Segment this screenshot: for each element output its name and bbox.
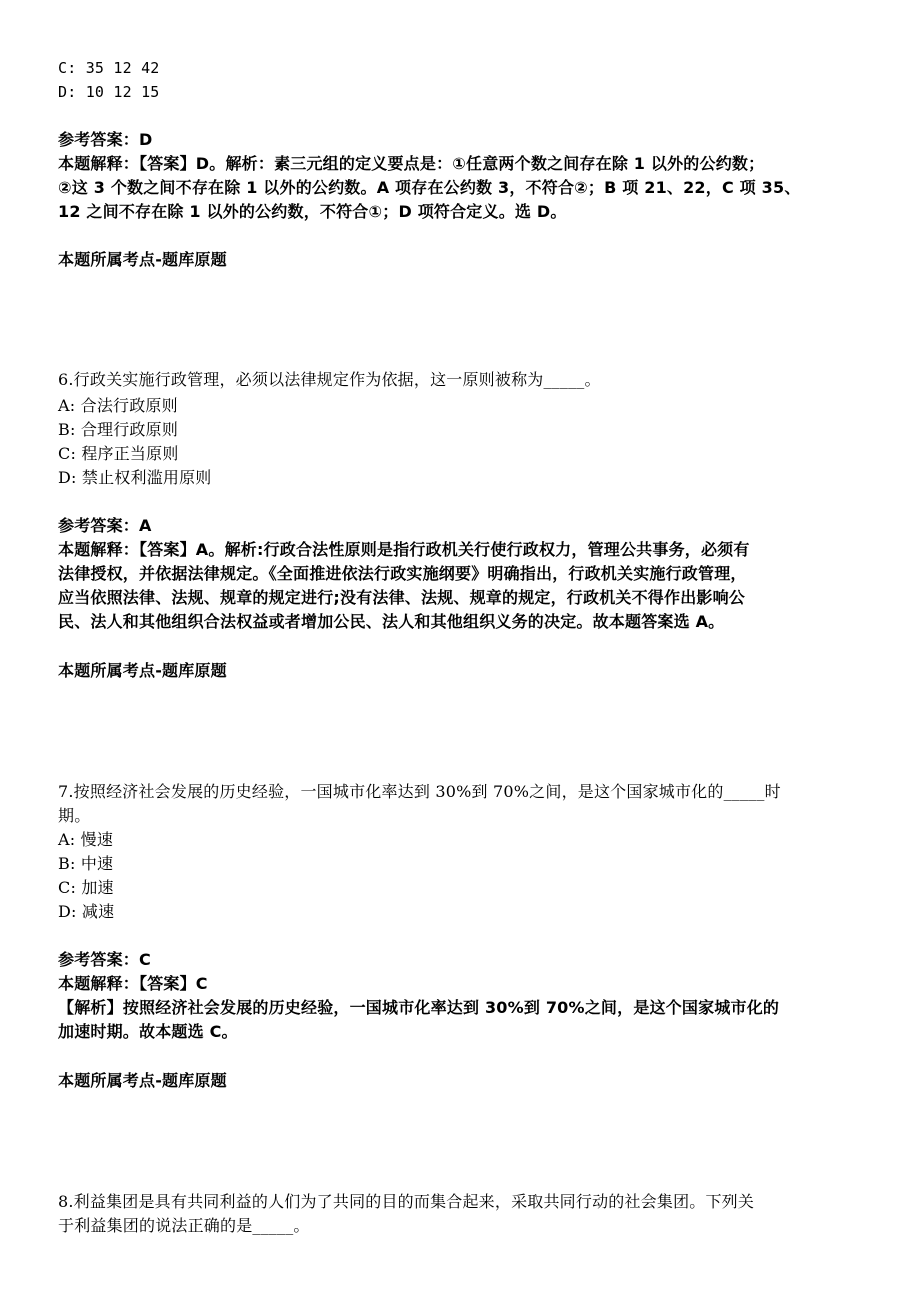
q7-explain-line-1: 本题解释：【答案】C (58, 974, 208, 993)
q7-tag: 本题所属考点-题库原题 (58, 1071, 227, 1090)
q5-explain-line-3: 12 之间不存在除 1 以外的公约数，不符合①；D 项符合定义。选 D。 (58, 202, 567, 221)
q8-question-line-1: 8.利益集团是具有共同利益的人们为了共同的目的而集合起来，采取共同行动的社会集团。下列关 (58, 1192, 755, 1211)
q6-explain-line-1: 本题解释：【答案】A。解析:行政合法性原则是指行政机关行使行政权力，管理公共事务，必须有 (58, 540, 750, 559)
q5-explain-line-1: 本题解释：【答案】D。解析：素三元组的定义要点是：①任意两个数之间存在除 1 以外的公约数； (58, 154, 765, 173)
q6-option-a: A: 合法行政原则 (58, 396, 178, 415)
q7-option-d: D: 减速 (58, 902, 115, 921)
q6-explain-line-2: 法律授权，并依据法律规定。《全面推进依法行政实施纲要》明确指出，行政机关实施行政管理， (58, 564, 747, 583)
q5-option-c: C: 35 12 42 (58, 59, 160, 77)
q7-explain-line-3: 加速时期。故本题选 C。 (58, 1022, 238, 1041)
q5-option-d: D: 10 12 15 (58, 83, 160, 101)
q6-answer: 参考答案：A (58, 516, 152, 535)
q6-explain-line-4: 民、法人和其他组织合法权益或者增加公民、法人和其他组织义务的决定。故本题答案选 A。 (58, 612, 725, 631)
q7-option-a: A: 慢速 (58, 830, 114, 849)
q7-answer: 参考答案：C (58, 950, 151, 969)
q7-question-line-1: 7.按照经济社会发展的历史经验，一国城市化率达到 30%到 70%之间，是这个国家城市化的_____时 (58, 782, 781, 801)
q7-explain-line-2: 【解析】按照经济社会发展的历史经验，一国城市化率达到 30%到 70%之间，是这个国家城市化的 (58, 998, 780, 1017)
q6-option-c: C: 程序正当原则 (58, 444, 179, 463)
q6-question: 6.行政关实施行政管理，必须以法律规定作为依据，这一原则被称为_____。 (58, 370, 601, 389)
q6-option-b: B: 合理行政原则 (58, 420, 179, 439)
q7-option-c: C: 加速 (58, 878, 114, 897)
q8-question-line-2: 于利益集团的说法正确的是_____。 (58, 1216, 310, 1235)
q7-option-b: B: 中速 (58, 854, 114, 873)
q5-tag: 本题所属考点-题库原题 (58, 250, 227, 269)
q5-explain-line-2: ②这 3 个数之间不存在除 1 以外的公约数。A 项存在公约数 3，不符合②；B 项 21、22，C 项 35、 (58, 178, 801, 197)
q6-tag: 本题所属考点-题库原题 (58, 661, 227, 680)
q7-question-line-2: 期。 (58, 806, 91, 825)
q6-option-d: D: 禁止权利滥用原则 (58, 468, 212, 487)
q6-explain-line-3: 应当依照法律、法规、规章的规定进行;没有法律、法规、规章的规定，行政机关不得作出影响公 (58, 588, 745, 607)
q5-answer: 参考答案：D (58, 130, 153, 149)
